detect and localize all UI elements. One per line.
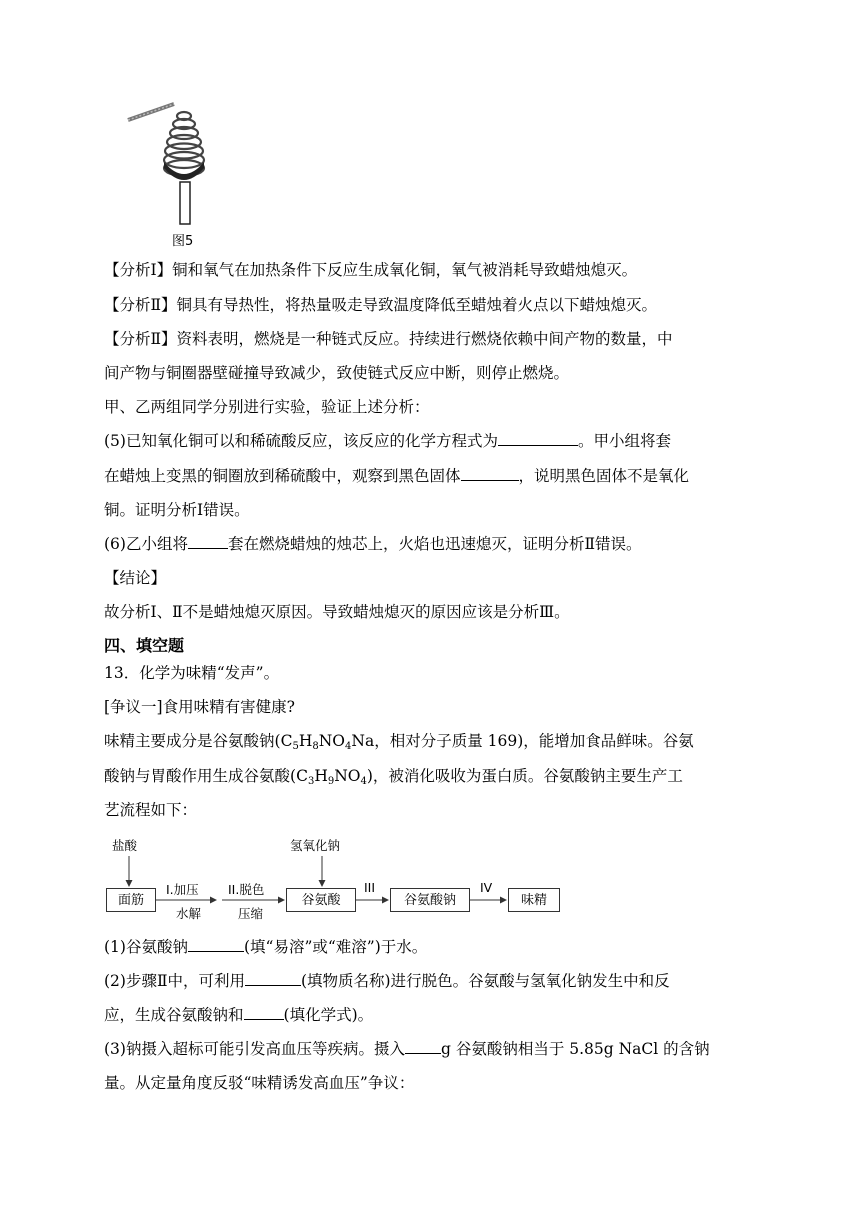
q6-text-a: (6)乙小组将 [104, 535, 188, 553]
conclusion-text: 故分析Ⅰ、Ⅱ不是蜡烛熄灭原因。导致蜡烛熄灭的原因应该是分析Ⅲ。 [104, 603, 570, 621]
q6-blank-material[interactable] [188, 534, 228, 549]
analysis-3-line-1 [104, 329, 673, 349]
step-2-label-bottom: 压缩 [238, 906, 264, 921]
analysis-3-tag: 【分析Ⅱ】 [104, 330, 177, 348]
formula-sodium-glutamate: $C_5H_8NO_4Na$ [280, 732, 375, 752]
q13-p1-text-a: 味精主要成分是谷氨酸钠( [104, 732, 281, 750]
reagent-hydrochloric-acid: 盐酸 [112, 838, 138, 853]
question-6 [104, 534, 642, 554]
q5-text-2a: 在蜡烛上变黑的铜圈放到稀硫酸中，观察到黑色固体 [104, 467, 461, 485]
analysis-2 [104, 295, 657, 315]
experiment-intro: 甲、乙两组同学分别进行实验，验证上述分析： [104, 398, 430, 416]
question-13-2-line-1 [104, 971, 670, 991]
question-13-3-line-1 [104, 1039, 710, 1059]
question-5-line-1 [104, 431, 671, 451]
q13-3-text-a: (3)钠摄入超标可能引发高血压等疾病。摄入 [104, 1040, 405, 1058]
q13-3-blank-mass[interactable] [405, 1039, 441, 1054]
q13-2-text-a: (2)步骤Ⅱ中，可利用 [104, 972, 245, 990]
copper-coil-candle-figure [118, 96, 218, 256]
step-3-label: III [364, 880, 376, 895]
question-13-2-line-2 [104, 1005, 373, 1025]
flow-box-gluten: 面筋 [106, 888, 156, 912]
analysis-3-line-2: 间产物与铜圈器壁碰撞导致减少，致使链式反应中断，则停止燃烧。 [104, 364, 570, 382]
q5-blank-observation[interactable] [461, 466, 519, 481]
step-2-label-top: II.脱色 [228, 882, 265, 897]
analysis-3-text-1: 资料表明，燃烧是一种链式反应。持续进行燃烧依赖中间产物的数量，中 [176, 330, 673, 348]
question-13-3-line-2: 量。从定量角度反驳“味精诱发高血压”争议： [104, 1074, 415, 1092]
analysis-1-text: 铜和氧气在加热条件下反应生成氧化铜，氧气被消耗导致蜡烛熄灭。 [172, 261, 638, 279]
question-13-1 [104, 937, 427, 957]
flow-box-glutamic-acid: 谷氨酸 [286, 888, 356, 912]
q13-2-text-d: (填化学式)。 [283, 1006, 374, 1024]
q13-2-text-c: 应，生成谷氨酸钠和 [104, 1006, 244, 1024]
q13-3-text-b: g 谷氨酸钠相当于 5.85g NaCl 的含钠 [440, 1040, 710, 1058]
question-13-title: 13．化学为味精“发声”。 [104, 664, 280, 682]
analysis-2-text: 铜具有导热性，将热量吸走导致温度降低至蜡烛着火点以下蜡烛熄灭。 [176, 296, 658, 314]
q13-paragraph-line-2 [104, 766, 683, 786]
conclusion-tag: 【结论】 [104, 569, 167, 587]
q13-2-blank-decolorizer[interactable] [245, 971, 301, 986]
analysis-1 [104, 260, 637, 280]
analysis-2-tag: 【分析Ⅱ】 [104, 296, 177, 314]
reagent-sodium-hydroxide: 氢氧化钠 [290, 838, 341, 853]
analysis-1-tag: 【分析Ⅰ】 [104, 261, 173, 279]
formula-glutamic-acid: $C_3H_9NO_4$ [296, 767, 367, 787]
q13-2-text-b: (填物质名称)进行脱色。谷氨酸与氢氧化钠发生中和反 [301, 972, 670, 990]
q5-blank-equation[interactable] [498, 431, 578, 446]
q5-text-1b: 。甲小组将套 [577, 432, 671, 450]
q13-p2-text-b: )，被消化吸收为蛋白质。谷氨酸钠主要生产工 [366, 767, 683, 785]
question-5-line-2 [104, 466, 689, 486]
step-1-label-top: I.加压 [166, 882, 199, 897]
process-flow-diagram [104, 834, 564, 920]
question-5-line-3: 铜。证明分析Ⅰ错误。 [104, 501, 250, 519]
q6-text-b: 套在燃烧蜡烛的烛芯上，火焰也迅速熄灭，证明分析Ⅱ错误。 [227, 535, 642, 553]
q13-paragraph-line-1 [104, 731, 694, 751]
q13-p2-text-a: 酸钠与胃酸作用生成谷氨酸( [104, 767, 297, 785]
flow-box-sodium-glutamate: 谷氨酸钠 [390, 888, 470, 912]
step-4-label: IV [480, 880, 493, 895]
step-1-label-bottom: 水解 [176, 906, 202, 921]
section-title: 四、填空题 [104, 636, 185, 655]
q13-p1-text-b: ，相对分子质量 169)，能增加食品鲜味。谷氨 [374, 732, 694, 750]
q5-text-1a: (5)已知氧化铜可以和稀硫酸反应，该反应的化学方程式为 [104, 432, 498, 450]
figure-caption: 图5 [172, 234, 194, 249]
q13-1-text-b: (填“易溶”或“难溶”)于水。 [243, 938, 428, 956]
q13-1-text-a: (1)谷氨酸钠 [104, 938, 188, 956]
flow-box-msg: 味精 [508, 888, 560, 912]
q13-2-blank-formula[interactable] [244, 1005, 284, 1020]
debate-1: [争议一]食用味精有害健康? [104, 698, 295, 716]
q13-paragraph-line-3: 艺流程如下： [104, 801, 198, 819]
q13-1-blank-solubility[interactable] [188, 937, 244, 952]
q5-text-2b: ，说明黑色固体不是氧化 [518, 467, 690, 485]
